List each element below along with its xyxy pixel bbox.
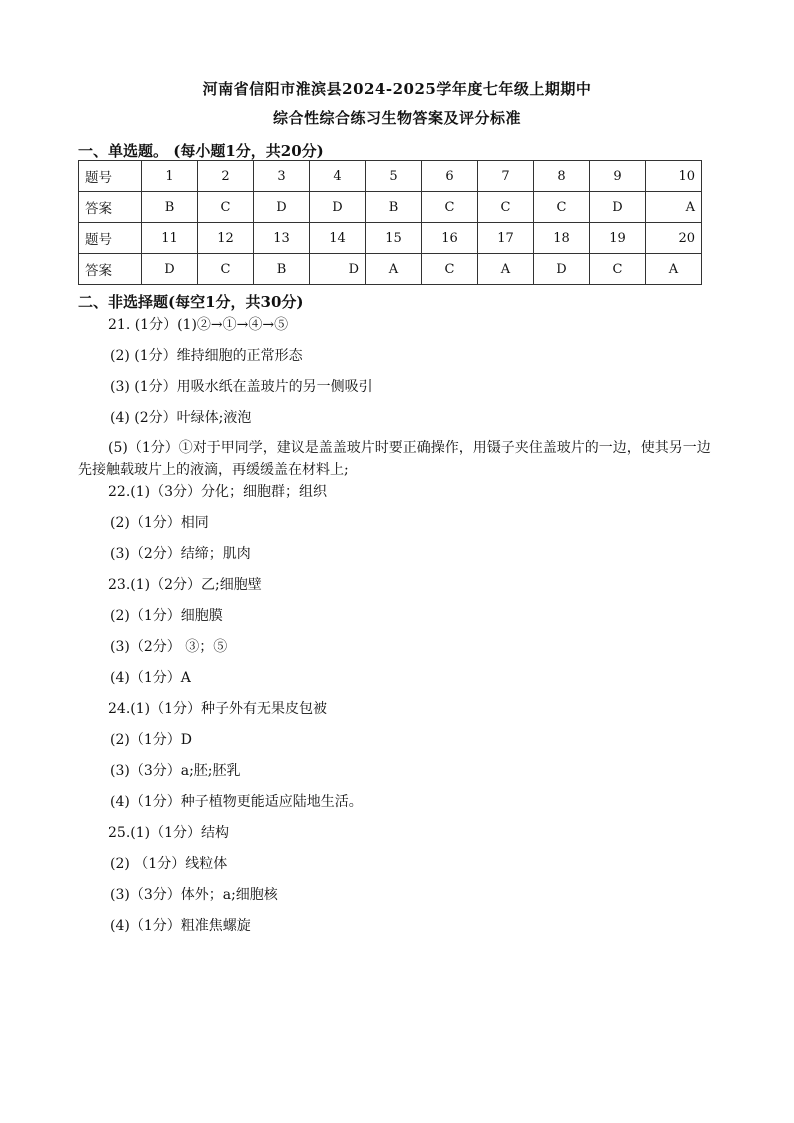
table-cell: D	[254, 192, 310, 223]
section1-heading: 一、单选题。 (每小题1分，共20分)	[78, 142, 324, 160]
table-cell: B	[366, 192, 422, 223]
table-row	[79, 161, 702, 192]
table-cell: B	[142, 192, 198, 223]
table-cell: A	[646, 254, 702, 285]
table-cell: 12	[198, 223, 254, 254]
answer-line: (4) (2分）叶绿体;液泡	[110, 410, 252, 426]
answer-line: (2)（1分）相同	[110, 515, 209, 531]
table-cell: D	[310, 192, 366, 223]
table-row	[79, 254, 702, 285]
answer-line: 24.(1)（1分）种子外有无果皮包被	[108, 701, 328, 717]
answer-line: (3)（3分）a;胚;胚乳	[110, 763, 241, 779]
row-label-answer: 答案	[79, 192, 142, 223]
table-cell: A	[646, 192, 702, 223]
answer-line: 21. (1分）(1)②→①→④→⑤	[108, 317, 289, 333]
section2-heading: 二、非选择题(每空1分，共30分)	[78, 293, 304, 311]
table-cell: D	[310, 254, 366, 285]
answer-line: (2) （1分）线粒体	[110, 856, 228, 872]
document-title-line2: 综合性综合练习生物答案及评分标准	[272, 109, 521, 127]
row-label-answer: 答案	[79, 254, 142, 285]
table-cell: 5	[366, 161, 422, 192]
document-title-line1: 河南省信阳市淮滨县2024-2025学年度七年级上期期中	[202, 80, 592, 98]
answer-line: (2) (1分）维持细胞的正常形态	[110, 348, 303, 364]
answer-line: (3)（2分） ③；⑤	[110, 639, 228, 655]
table-cell: C	[534, 192, 590, 223]
answer-line: 22.(1)（3分）分化；细胞群；组织	[108, 484, 328, 500]
row-label-question: 题号	[79, 223, 142, 254]
table-cell: A	[478, 254, 534, 285]
table-cell: C	[590, 254, 646, 285]
table-cell: 4	[310, 161, 366, 192]
table-cell: 18	[534, 223, 590, 254]
table-cell: 19	[590, 223, 646, 254]
table-cell: 10	[646, 161, 702, 192]
row-label-question: 题号	[79, 161, 142, 192]
table-cell: 17	[478, 223, 534, 254]
table-row	[79, 192, 702, 223]
table-cell: 8	[534, 161, 590, 192]
table-cell: D	[534, 254, 590, 285]
table-cell: C	[422, 192, 478, 223]
table-cell: C	[478, 192, 534, 223]
table-cell: 2	[198, 161, 254, 192]
table-cell: 14	[310, 223, 366, 254]
answer-line: (3) (1分）用吸水纸在盖玻片的另一侧吸引	[110, 379, 373, 395]
answer-line: (2)（1分）细胞膜	[110, 608, 223, 624]
table-cell: 15	[366, 223, 422, 254]
table-cell: C	[198, 254, 254, 285]
table-cell: 9	[590, 161, 646, 192]
table-cell: B	[254, 254, 310, 285]
table-cell: 1	[142, 161, 198, 192]
answer-line: (4)（1分）种子植物更能适应陆地生活。	[110, 794, 363, 810]
table-cell: C	[422, 254, 478, 285]
table-row	[79, 223, 702, 254]
answer-line: 23.(1)（2分）乙;细胞壁	[108, 577, 262, 593]
answer-line: (3)（3分）体外；a;细胞核	[110, 887, 278, 903]
answer-line: (3)（2分）结缔；肌肉	[110, 546, 251, 562]
table-cell: D	[590, 192, 646, 223]
table-cell: 11	[142, 223, 198, 254]
table-cell: D	[142, 254, 198, 285]
table-cell: 20	[646, 223, 702, 254]
answer-line: (4)（1分）A	[110, 670, 191, 686]
table-cell: 6	[422, 161, 478, 192]
answer-line: (4)（1分）粗准焦螺旋	[110, 918, 251, 934]
table-cell: 7	[478, 161, 534, 192]
answer-line: (2)（1分）D	[110, 732, 192, 748]
table-cell: A	[366, 254, 422, 285]
table-cell: C	[198, 192, 254, 223]
table-cell: 3	[254, 161, 310, 192]
answer-paragraph: (5)（1分）①对于甲同学，建议是盖盖玻片时要正确操作，用镊子夹住盖玻片的一边，使其另一边先接触载玻片上的液滴，再缓缓盖在材料上;	[78, 440, 711, 478]
answer-table	[78, 160, 702, 285]
table-cell: 13	[254, 223, 310, 254]
answer-line: 25.(1)（1分）结构	[108, 825, 230, 841]
table-cell: 16	[422, 223, 478, 254]
